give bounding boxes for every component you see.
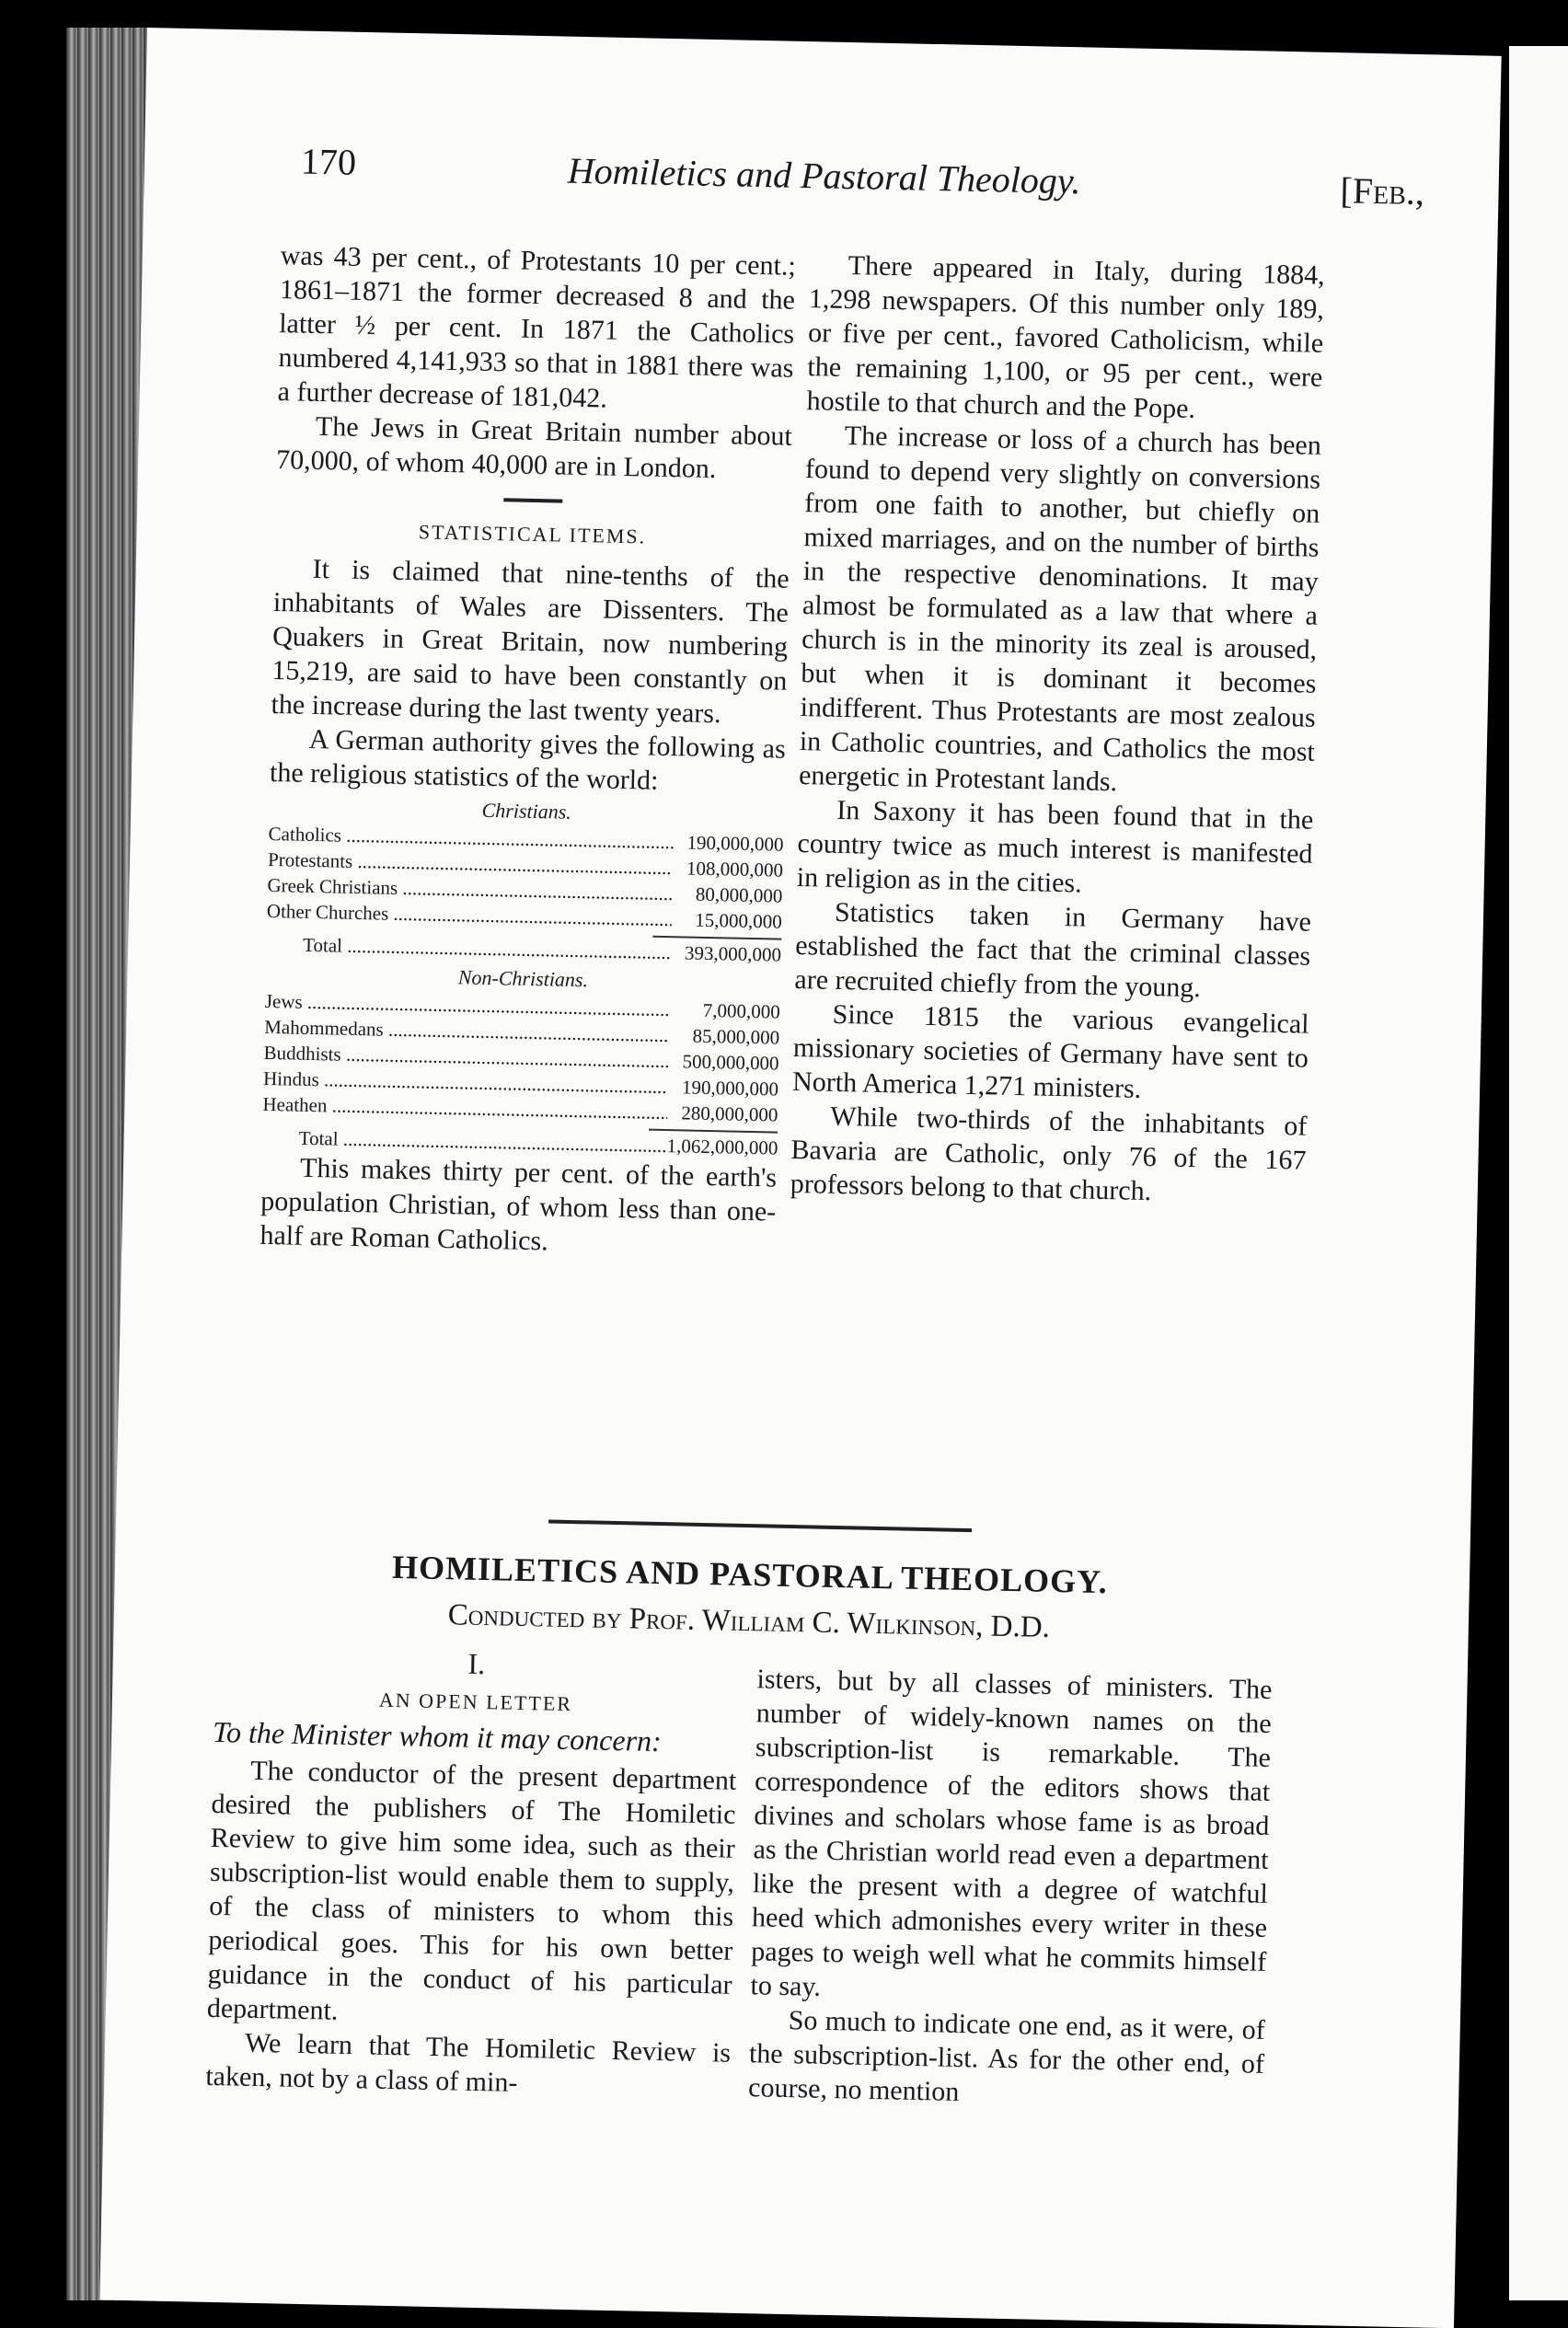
paragraph: In Saxony it has been found that in the country twice as much interest is manifested in religion as in the cities. — [796, 794, 1314, 899]
table-row: Catholics ..... 190,000,000 — [268, 821, 783, 858]
table-row: Heathen ..... 280,000,000 — [262, 1091, 778, 1128]
paragraph: The Jews in Great Britain number about 70,000, of whom 40,000 are in London. — [275, 410, 793, 485]
table-total-row: Total ..... 1,062,000,000 — [261, 1124, 777, 1161]
paragraph: The conductor of the present department desired the publishers of The Homiletic Review to give him some idea, such as their subscription-list would enable them to supply, of the class of ministers to whom this periodical goes. This for his own better guidance in the conduct of his particular department. — [206, 1755, 737, 2026]
paragraph: Statistics taken in Germany have established the fact that the criminal classes are recruited chiefly from the young. — [794, 896, 1312, 1004]
paragraph: There appeared in Italy, during 1884, 1,298 newspapers. Of this number only 189, or five per cent., favored Catholicism, while the remaining 1,100, or 95 per cent., were hostile to that church and the Pope. — [806, 250, 1325, 424]
paragraph: The increase or loss of a church has been found to depend very slightly on conversions from one faith to another, but chiefly on mixed marriages, and on the number of births in the respective denominations. It may almost be formulated as a law that where a church is in the minority its zeal is aroused, but when it is dominant it becomes indifferent. Thus Protestants are most zealous in Catholic countries, and Catholics the most energetic in Protestant lands. — [798, 420, 1322, 798]
table-row: Hindus ..... 190,000,000 — [263, 1066, 778, 1102]
table-heading: Christians. — [481, 798, 572, 824]
letter-heading: AN OPEN LETTER — [378, 1688, 573, 1716]
section-heading: STATISTICAL ITEMS. — [418, 520, 647, 548]
column-right-bottom — [748, 1662, 1273, 2115]
table-total-row: Total ..... 393,000,000 — [266, 931, 781, 968]
paragraph: was 43 per cent., of Protestants 10 per cent.; 1861–1871 the former decreased 8 and the latter ½ per cent. In 1871 the Catholics numbered 4,141,933 so that in 1881 there was a further decrease of 181,042. — [277, 240, 797, 414]
paragraph: A German authority gives the following as the religious statistics of the world: — [269, 723, 787, 796]
section-byline: Conducted by Prof. William C. Wilkinson, D.D. — [447, 1598, 1051, 1644]
table-row: Other Churches ..... 15,000,000 — [267, 898, 782, 935]
table-row: Jews ..... 7,000,000 — [265, 988, 780, 1025]
paragraph: It is claimed that nine-tenths of the inhabitants of Wales are Dissenters. The Quakers in Great Britain, now numbering 15,219, are said to have been constantly on the increase during the last twenty years. — [271, 553, 790, 730]
paragraph: So much to indicate one end, as it were, of the subscription-list. As for the other end, of course, no mention — [747, 2005, 1266, 2107]
table-row: Protestants ..... 108,000,000 — [268, 847, 783, 883]
paragraph: While two-thirds of the inhabitants of Bavaria are Catholic, only 76 of the 167 professors belong to that church. — [790, 1101, 1308, 1207]
running-title: Homiletics and Pastoral Theology. — [567, 149, 1081, 202]
column-right-top — [790, 248, 1325, 1212]
paragraph: This makes thirty per cent. of the earth's population Christian, of whom less than one-half are Roman Catholics. — [259, 1152, 778, 1257]
section-divider — [548, 1519, 972, 1532]
page-header — [300, 140, 1497, 229]
section-title: HOMILETICS AND PASTORAL THEOLOGY. — [391, 1548, 1109, 1601]
section-number: I. — [467, 1646, 486, 1681]
table-row: Mahommedans ..... 85,000,000 — [264, 1014, 779, 1051]
column-left-bottom — [205, 1642, 739, 2104]
paragraph: isters, but by all classes of ministers. The number of widely-known names on the subscription-list is remarkable. The correspondence of the editors shows that divines and scholars whose fame is as broad as the Christian world read even a department like the present with a degree of watchful heed which admonishes every writer in these pages to weigh well what he commits himself to say. — [750, 1664, 1273, 2002]
page-number: 170 — [300, 140, 357, 183]
column-left-top — [259, 238, 796, 1262]
facing-page-edge — [1509, 46, 1568, 2300]
letter-address: To the Minister whom it may concern: — [212, 1714, 663, 1758]
book-page — [99, 28, 1501, 2328]
running-date: [Feb., — [1340, 169, 1425, 213]
table-row: Greek Christians ..... 80,000,000 — [267, 872, 782, 909]
statistics-table — [261, 793, 784, 1161]
table-row: Buddhists ..... 500,000,000 — [263, 1040, 778, 1077]
paragraph: Since 1815 the various evangelical missionary societies of Germany have sent to North America 1,271 ministers. — [791, 998, 1309, 1104]
paragraph: We learn that The Homiletic Review is taken, not by a class of min- — [205, 2027, 732, 2098]
table-heading: Non-Christians. — [457, 965, 589, 992]
divider — [503, 498, 562, 502]
